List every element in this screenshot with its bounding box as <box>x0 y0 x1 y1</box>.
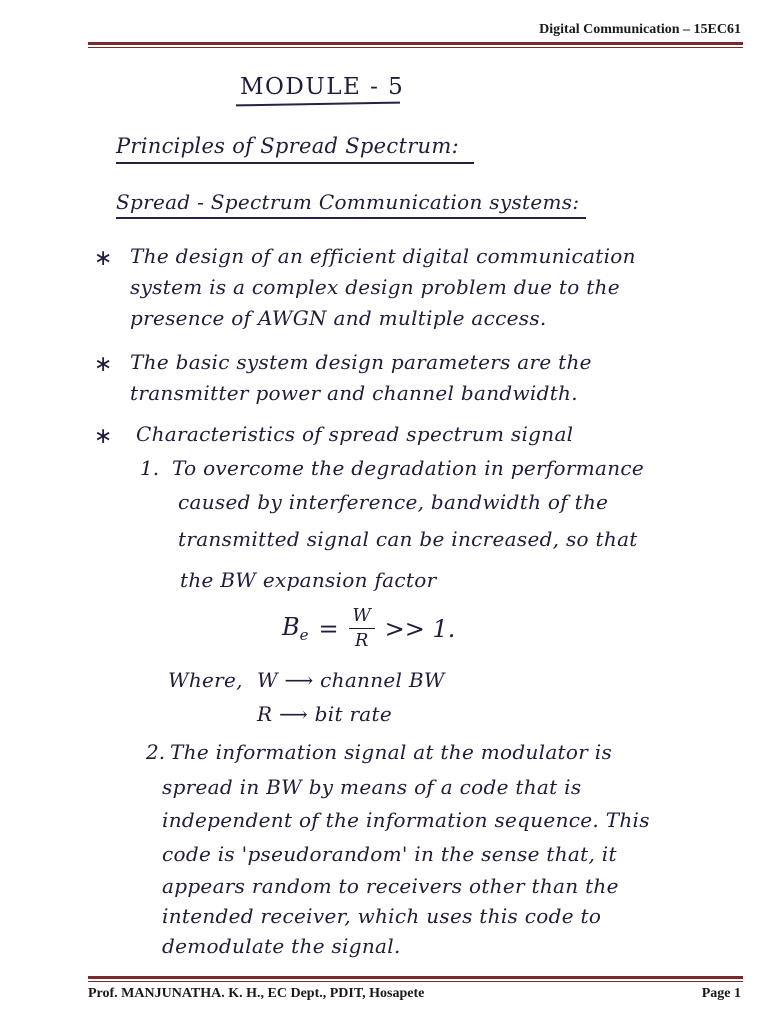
section-heading-underline <box>116 162 474 164</box>
point-1-line-4: the BW expansion factor <box>180 568 437 592</box>
point-2-line-4: code is 'pseudorandom' in the sense that, it <box>162 842 617 866</box>
where-line-1: W ⟶ channel BW <box>257 668 445 692</box>
bullet-1-line-1: The design of an efficient digital communication <box>130 244 636 268</box>
section-heading: Principles of Spread Spectrum: <box>116 134 459 158</box>
footer-rule <box>88 976 743 979</box>
footer-author: Prof. MANJUNATHA. K. H., EC Dept., PDIT, Hosapete <box>88 986 425 1001</box>
footer-page-number: Page 1 <box>701 986 741 1001</box>
header-rule <box>88 42 743 45</box>
bullet-2-line-2: transmitter power and channel bandwidth. <box>130 381 578 405</box>
header-title: Digital Communication – 15EC61 <box>539 22 741 37</box>
header-rule-thin <box>88 47 743 48</box>
bullet-2-line-1: The basic system design parameters are the <box>130 350 592 374</box>
fraction-bar <box>349 628 375 630</box>
point-2-line-2: spread in BW by means of a code that is <box>162 775 582 799</box>
point-1-line-2: caused by interference, bandwidth of the <box>178 490 609 514</box>
point-2-line-1: The information signal at the modulator is <box>170 740 613 764</box>
point-2-number: 2. <box>146 740 166 764</box>
footer-rule-thin <box>88 981 743 982</box>
bullet-star-icon: ∗ <box>94 246 113 271</box>
module-title-underline <box>236 102 400 107</box>
bullet-star-icon: ∗ <box>94 352 113 377</box>
subsection-heading-underline <box>116 217 586 219</box>
point-1-number: 1. <box>140 456 160 480</box>
formula-denominator: R <box>354 630 369 652</box>
bullet-3-line-1: Characteristics of spread spectrum signal <box>136 422 574 446</box>
point-1-line-1: To overcome the degradation in performance <box>172 456 645 480</box>
formula-rhs: >> 1. <box>384 614 456 643</box>
formula-fraction <box>349 606 375 651</box>
point-2-line-5: appears random to receivers other than the <box>162 874 619 898</box>
bullet-1-line-2: system is a complex design problem due to the <box>130 275 620 299</box>
point-1-line-3: transmitted signal can be increased, so that <box>178 527 638 551</box>
formula-equals: = <box>318 614 339 643</box>
where-label: Where, <box>168 668 243 692</box>
module-title: MODULE - 5 <box>240 74 405 100</box>
bullet-1-line-3: presence of AWGN and multiple access. <box>130 306 547 330</box>
where-line-2: R ⟶ bit rate <box>257 702 392 726</box>
point-2-line-3: independent of the information sequence. This <box>162 808 650 832</box>
subsection-heading: Spread - Spectrum Communication systems: <box>116 190 580 214</box>
formula-lhs: $B_e$ <box>282 613 309 645</box>
point-2-line-7: demodulate the signal. <box>162 934 401 958</box>
formula-numerator: W <box>352 605 371 626</box>
bullet-star-icon: ∗ <box>94 424 113 449</box>
point-2-line-6: intended receiver, which uses this code to <box>162 904 602 928</box>
bw-expansion-formula <box>282 606 455 651</box>
